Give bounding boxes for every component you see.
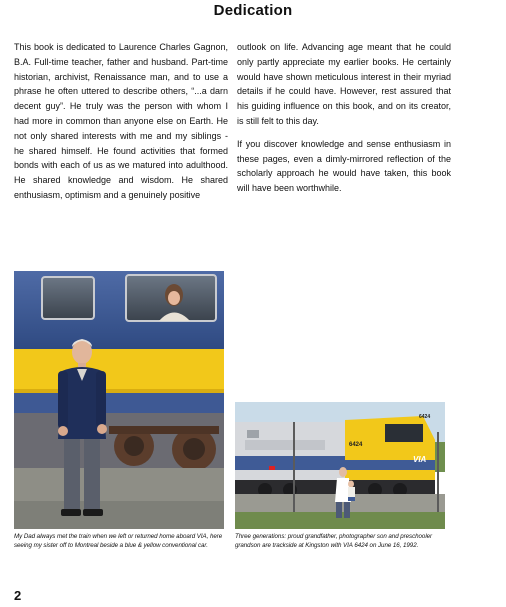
photo-via-locomotive bbox=[235, 402, 445, 529]
caption-left: My Dad always met the train when we left or returned home aboard VIA, here seeing my sister off to Montreal beside a blue & yellow conventional car. bbox=[14, 533, 223, 549]
right-paragraph-2: If you discover knowledge and sense enthusiasm in these pages, even a dimly-mirrored reflection of the scholarly approach he would have taken, this book will have been worthwhile. bbox=[237, 138, 451, 194]
page-number: 2 bbox=[14, 588, 22, 603]
photo-father-illustration bbox=[14, 271, 224, 529]
photo-father-beside-train bbox=[14, 271, 224, 529]
loco-number-cab: 6424 bbox=[419, 414, 431, 420]
via-logo: VIA bbox=[413, 455, 427, 464]
right-text-column bbox=[237, 40, 451, 196]
left-text-column bbox=[14, 40, 228, 203]
loco-number-side: 6424 bbox=[349, 442, 363, 448]
page-title: Dedication bbox=[213, 2, 293, 19]
caption-right: Three generations: proud grandfather, photographer son and preschooler grandson are trackside at Kingston with VIA 6424 on June 16, 1992. bbox=[235, 533, 433, 549]
photo-locomotive-illustration bbox=[235, 402, 445, 529]
left-paragraph: This book is dedicated to Laurence Charles Gagnon, B.A. Full-time teacher, father and husband. Part-time historian, archivist, Renaissance man, and to use a phrase he often uttered to describe others, “...a darn decent guy”. He truly was the person with whom I had more in common than anyone else on Earth. He not only shared interests with me and my siblings - he shared himself. He found activities that formed bonds with each of us as we matured into adulthood. He shared knowledge and wisdom. He shared enthusiasm, optimism and a genuinely positive bbox=[14, 42, 228, 200]
right-paragraph-1: outlook on life. Advancing age meant that he could only partly appreciate my earlier books. He certainly would have shown meticulous interest in their myriad details if he could have. However, rest assured that his guiding influence on this book, and on its creator, is still felt to this day. bbox=[237, 42, 451, 126]
